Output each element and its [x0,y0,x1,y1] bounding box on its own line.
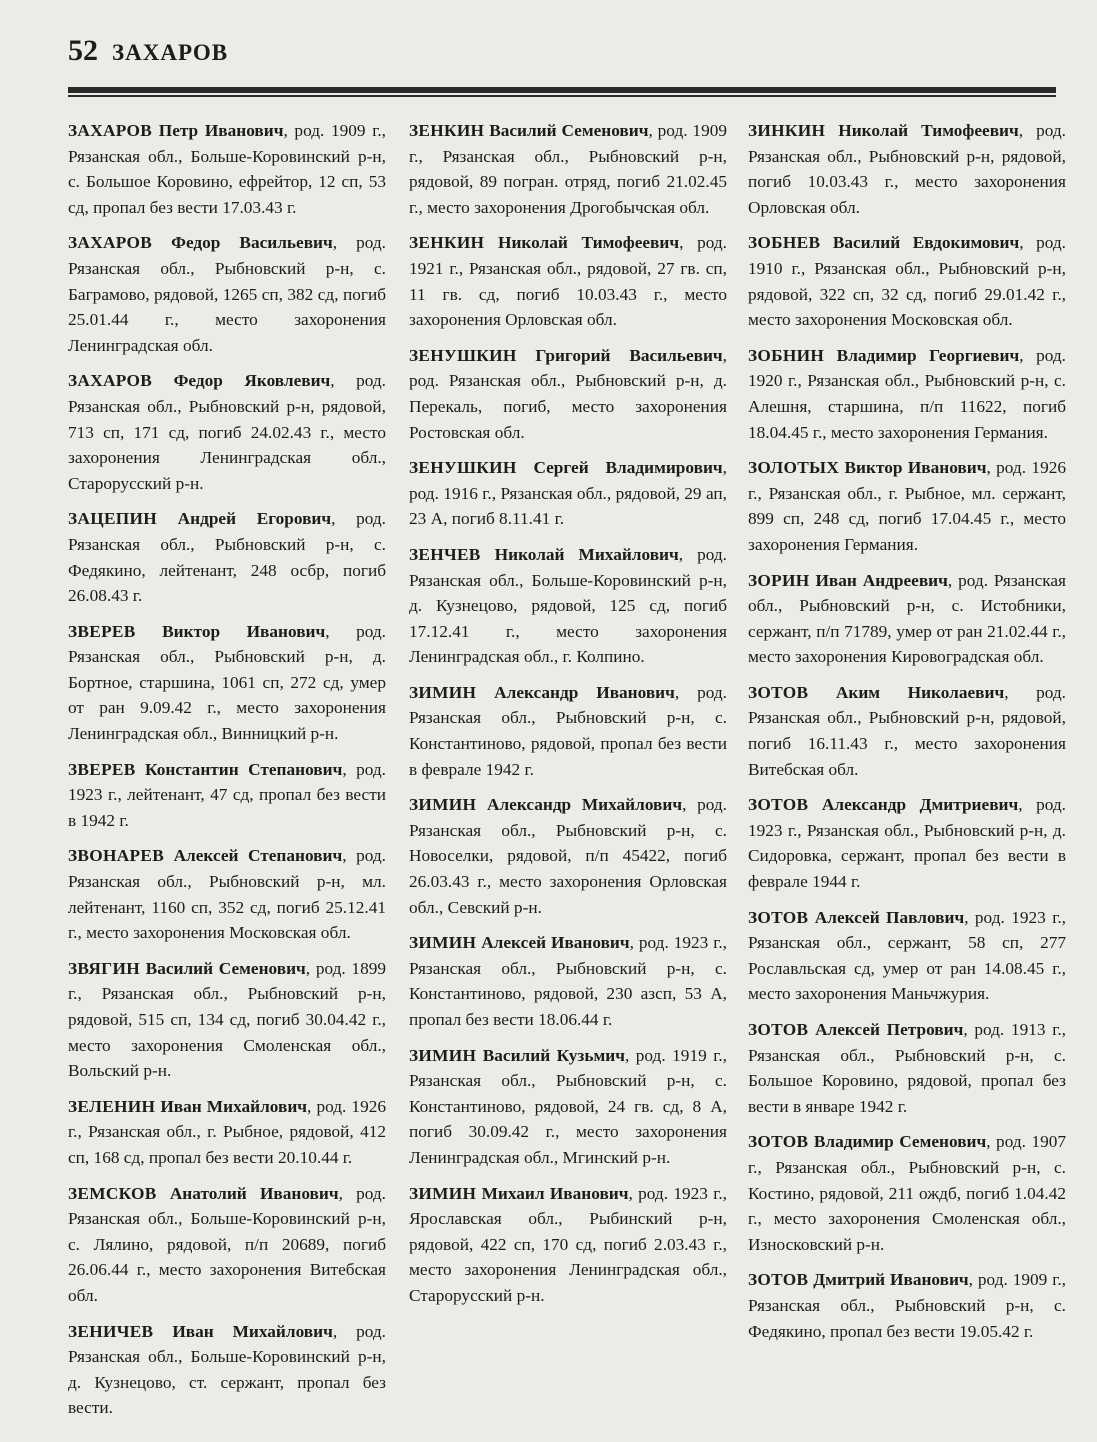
entry-details: , род. Рязанская обл., Больше-Коровинский р-н, д. Кузнецово, ст. сержант, пропал без вести. [68,1321,386,1418]
entry [409,930,727,1032]
entry-details: , род. 1909 г., Рязанская обл., Рыбновский р-н, рядовой, 89 погран. отряд, погиб 21.02.45 г., место захоронения Дрогобычская обл. [409,121,727,217]
entry-details: , род. 1926 г., Рязанская обл., г. Рыбное, мл. сержант, 899 сп, 248 сд, погиб 17.04.45 г., место захоронения Германия. [748,458,1066,554]
entry-details: , род. Рязанская обл., Рыбновский р-н, мл. лейтенант, 1160 сп, 352 сд, погиб 25.12.41 г., место захоронения Московская обл. [68,846,386,943]
entry-given-name: Алексей Иванович [481,933,630,953]
entry-details: , род. 1910 г., Рязанская обл., Рыбновский р-н, рядовой, 322 сп, 32 сд, погиб 29.01.42 г., место захоронения Московская обл. [748,233,1066,330]
entry-details: , род. Рязанская обл., Рыбновский р-н, рядовой, погиб 16.11.43 г., место захоронения Витебская обл. [748,682,1066,779]
entry [748,905,1066,1007]
entry-surname: ЗОТОВ [748,795,809,815]
entry [409,1043,727,1171]
entry-details: , род. Рязанская обл., Рыбновский р-н, с. Федякино, лейтенант, 248 осбр, погиб 26.08.43 г. [68,509,386,606]
entry-surname: ЗИМИН [409,933,477,953]
entry [748,230,1066,332]
entry [68,1181,386,1309]
entry-details: , род. 1926 г., Рязанская обл., г. Рыбное, рядовой, 412 сп, 168 сд, пропал без вести 20.10.44 г. [68,1096,386,1167]
running-head: ЗАХАРОВ [112,40,229,65]
entry-surname: ЗОРИН [748,570,810,590]
entry [68,619,386,747]
entry-surname: ЗЕНКИН [409,233,485,253]
entry-given-name: Иван Михайлович [160,1096,308,1116]
entry-details: , род. 1899 г., Рязанская обл., Рыбновский р-н, рядовой, 515 сп, 134 сд, погиб 30.04.42 г., место захоронения Смоленская обл., Вольский р-н. [68,958,386,1081]
entry-surname: ЗВЯГИН [68,958,140,978]
entry-details: , род. Рязанская обл., Рыбновский р-н, д. Бортное, старшина, 1061 сп, 272 сд, умер от ран 9.09.42 г., место захоронения Ленинградская обл., Винницкий р-н. [68,621,386,744]
entry [748,343,1066,445]
entry-surname: ЗЕЛЕНИН [68,1096,156,1116]
entry-surname: ЗАЦЕПИН [68,509,157,529]
entry [748,455,1066,557]
entry-surname: ЗЕНКИН [409,121,485,140]
entry-given-name: Александр Михайлович [486,795,683,815]
entry-given-name: Сергей Владимирович [533,458,723,478]
entry-surname: ЗОТОВ [748,682,809,702]
entry-details: , род. 1923 г., Ярославская обл., Рыбинский р-н, рядовой, 422 сп, 170 сд, погиб 2.03.43 г., место захоронения Ленинградская обл., Старорусский р-н. [409,1183,727,1305]
header-rule-thin [68,95,1056,97]
entry [68,506,386,608]
entry-given-name: Николай Михайлович [494,544,679,564]
entry-surname: ЗОТОВ [748,1132,809,1152]
entry [409,343,727,445]
entry-details: , род. 1923 г., лейтенант, 47 сд, пропал без вести в 1942 г. [68,759,387,830]
entry-surname: ЗИНКИН [748,121,826,140]
entry [68,1094,386,1171]
entry-details: , род. 1913 г., Рязанская обл., Рыбновский р-н, с. Большое Коровино, рядовой, пропал без вести в январе 1942 г. [748,1020,1066,1116]
entry-details: , род. 1916 г., Рязанская обл., рядовой, 29 ап, 23 А, погиб 8.11.41 г. [409,458,727,529]
entry-surname: ЗИМИН [409,1045,477,1065]
entry [748,118,1066,220]
entry [68,118,386,220]
entry-details: , род. Рязанская обл., Рыбновский р-н, с. Новоселки, рядовой, п/п 45422, погиб 26.03.43 г., место захоронения Орловская обл., Севский р-н. [409,795,728,917]
entry-given-name: Алексей Павлович [814,907,965,927]
entry-surname: ЗВЕРЕВ [68,759,136,779]
entry [748,792,1066,894]
entry-given-name: Иван Андреевич [815,570,948,590]
entry-details: , род. 1923 г., Рязанская обл., Рыбновский р-н, д. Сидоровка, сержант, пропал без вести в феврале 1944 г. [748,795,1066,892]
entry-given-name: Владимир Семенович [813,1132,987,1152]
entry-given-name: Дмитрий Иванович [813,1270,969,1290]
entry-surname: ЗИМИН [409,682,477,702]
entry [748,1017,1066,1119]
entry-given-name: Александр Иванович [494,682,675,702]
entry-details: , род. 1923 г., Рязанская обл., сержант, 58 сп, 277 Рославльская сд, умер от ран 14.08.45 г., место захоронения Маньчжурия. [748,907,1066,1004]
entry [68,230,386,358]
entry-given-name: Владимир Георгиевич [836,345,1020,365]
entry [409,542,727,670]
entry-given-name: Алексей Петрович [815,1020,964,1039]
entry-given-name: Александр Дмитриевич [821,795,1019,815]
entry-given-name: Иван Михайлович [172,1321,333,1341]
entry-surname: ЗОТОВ [748,1270,809,1290]
entry [409,792,727,920]
entry-details: , род. Рязанская обл., Рыбновский р-н, с. Константиново, рядовой, пропал без вести в феврале 1942 г. [409,682,727,779]
entry-details: , род. Рязанская обл., Рыбновский р-н, рядовой, погиб 10.03.43 г., место захоронения Орловская обл. [748,121,1066,217]
entry-details: , род. Рязанская обл., Больше-Коровинский р-н, д. Кузнецово, рядовой, 125 сд, погиб 17.12.41 г., место захоронения Ленинградская обл., г. Колпино. [409,544,727,667]
entry-details: , род. Рязанская обл., Рыбновский р-н, рядовой, 713 сп, 171 сд, погиб 24.02.43 г., место захоронения Ленинградская обл., Старорусский р-н. [68,371,387,493]
page-header [68,34,228,74]
entry-surname: ЗВЕРЕВ [68,621,136,641]
entry-given-name: Константин Степанович [145,759,343,779]
entry [409,118,727,220]
entry [68,956,386,1084]
entry-details: , род. 1923 г., Рязанская обл., Рыбновский р-н, с. Константиново, рядовой, 230 азсп, 53 А, пропал без вести 18.06.44 г. [409,933,727,1029]
entry-given-name: Аким Николаевич [835,682,1005,702]
entry [409,680,727,782]
entry-given-name: Василий Евдокимович [832,233,1020,253]
entry [748,680,1066,782]
entry-details: , род. 1920 г., Рязанская обл., Рыбновский р-н, с. Алешня, старшина, п/п 11622, погиб 18.04.45 г., место захоронения Германия. [748,345,1066,442]
entry-surname: ЗАХАРОВ [68,121,153,140]
entry-surname: ЗИМИН [409,1183,477,1203]
entry [68,843,386,945]
column-3 [748,118,1066,1354]
entry [68,757,386,834]
entry-details: , род. Рязанская обл., Рыбновский р-н, с. Баграмово, рядовой, 1265 сп, 382 сд, погиб 25.01.44 г., место захоронения Ленинградская обл. [68,233,387,355]
entry-details: , род. Рязанская обл., Рыбновский р-н, д. Перекаль, погиб, место захоронения Ростовская обл. [409,345,727,442]
entry-given-name: Анатолий Иванович [169,1183,339,1203]
entry-given-name: Николай Тимофеевич [498,233,680,253]
entry-surname: ЗОБНИН [748,345,825,365]
entry-given-name: Михаил Иванович [481,1183,629,1203]
entry-given-name: Виктор Иванович [162,621,326,641]
entry-given-name: Василий Семенович [145,958,306,978]
entry-surname: ЗЕНИЧЕВ [68,1321,154,1341]
entry-given-name: Николай Тимофеевич [838,121,1019,140]
entry-surname: ЗИМИН [409,795,477,815]
entry [748,1267,1066,1344]
column-2 [409,118,727,1319]
entry-details: , род. 1907 г., Рязанская обл., Рыбновский р-н, с. Костино, рядовой, 211 ождб, погиб 1.04.42 г., место захоронения Смоленская обл., Износковский р-н. [748,1132,1067,1254]
entry [748,1129,1066,1257]
entry-details: , род. 1921 г., Рязанская обл., рядовой, 27 гв. сп, 11 гв. сд, погиб 10.03.43 г., место захоронения Орловская обл. [409,233,727,330]
entry-surname: ЗОТОВ [748,1020,809,1039]
entry-given-name: Василий Семенович [489,121,649,140]
entry-details: , род. 1919 г., Рязанская обл., Рыбновский р-н, с. Константиново, рядовой, 24 гв. сд, 8 А, погиб 30.09.42 г., место захоронения Ленинградская обл., Мгинский р-н. [409,1045,727,1167]
entry-surname: ЗАХАРОВ [68,371,153,391]
entry [409,230,727,332]
entry-surname: ЗЕНУШКИН [409,458,517,478]
entry-given-name: Федор Васильевич [171,233,333,253]
entry-surname: ЗОТОВ [748,907,809,927]
entry-surname: ЗОЛОТЫХ [748,458,840,478]
header-rule-thick [68,87,1056,93]
entry-given-name: Федор Яковлевич [173,371,331,391]
entry-given-name: Виктор Иванович [844,458,987,478]
entry-details: , род. Рязанская обл., Рыбновский р-н, с. Истобники, сержант, п/п 71789, умер от ран 21.02.44 г., место захоронения Кировоградская обл. [748,570,1066,667]
entry-details: , род. 1909 г., Рязанская обл., Рыбновский р-н, с. Федякино, пропал без вести 19.05.42 г. [748,1270,1066,1341]
entry-details: , род. 1909 г., Рязанская обл., Больше-Коровинский р-н, с. Большое Коровино, ефрейтор, 12 сп, 53 сд, пропал без вести 17.03.43 г. [68,121,386,217]
entry-details: , род. Рязанская обл., Больше-Коровинский р-н, с. Лялино, рядовой, п/п 20689, погиб 26.06.44 г., место захоронения Витебская обл. [68,1183,387,1305]
page-number: 52 [68,34,98,67]
entry [68,368,386,496]
entry-surname: ЗЕМСКОВ [68,1183,157,1203]
entry-given-name: Андрей Егорович [177,509,332,529]
entry-surname: ЗОБНЕВ [748,233,821,253]
entry-surname: ЗВОНАРЕВ [68,846,165,866]
entry-surname: ЗЕНУШКИН [409,345,517,365]
entry [409,455,727,532]
entry [409,1181,727,1309]
entry-given-name: Василий Кузьмич [482,1045,625,1065]
entry-given-name: Петр Иванович [158,121,284,140]
column-1 [68,118,386,1431]
entry-surname: ЗЕНЧЕВ [409,544,481,564]
entry-given-name: Алексей Степанович [173,846,343,866]
entry-given-name: Григорий Васильевич [535,345,723,365]
entry-surname: ЗАХАРОВ [68,233,153,253]
entry [68,1319,386,1421]
entry [748,568,1066,670]
